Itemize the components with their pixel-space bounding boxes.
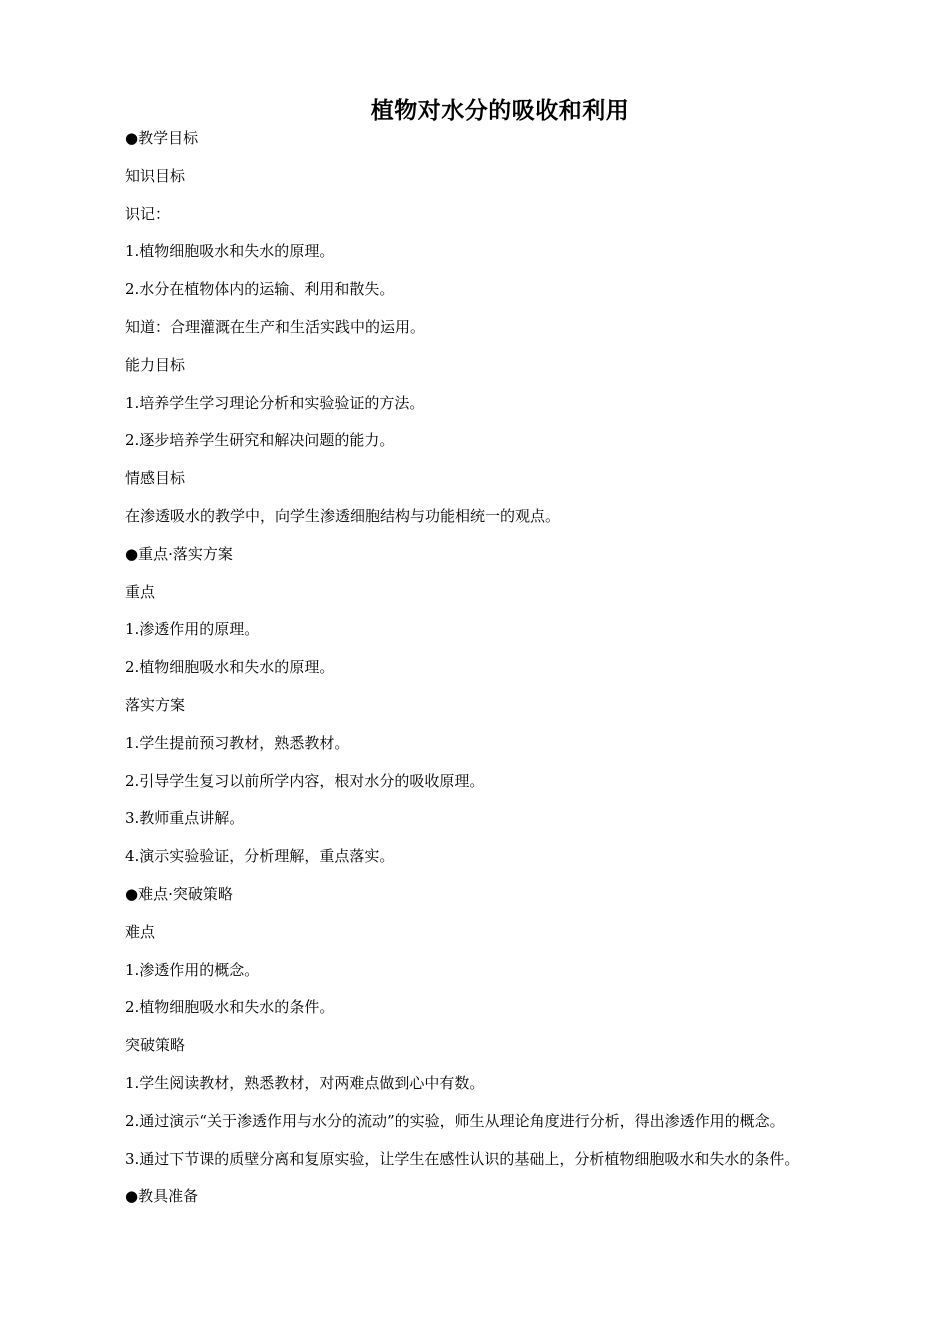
section-heading-teaching-aids: ●教具准备: [125, 1187, 199, 1206]
list-item: 2.水分在植物体内的运输、利用和散失。: [125, 280, 395, 299]
subheading-knowledge-goals: 知识目标: [125, 166, 186, 185]
list-item: 3.教师重点讲解。: [125, 809, 245, 828]
list-item: 1.渗透作用的原理。: [125, 620, 260, 639]
subheading-key-points: 重点: [125, 582, 156, 601]
paragraph: 在渗透吸水的教学中，向学生渗透细胞结构与功能相统一的观点。: [125, 506, 561, 525]
list-item: 1.培养学生学习理论分析和实验验证的方法。: [125, 393, 425, 412]
subheading-ability-goals: 能力目标: [125, 355, 186, 374]
subheading-implementation-plan: 落实方案: [125, 695, 186, 714]
list-item: 2.植物细胞吸水和失水的原理。: [125, 658, 335, 677]
subheading-difficulties: 难点: [125, 922, 156, 941]
paragraph: 知道：合理灌溉在生产和生活实践中的运用。: [125, 317, 426, 336]
list-item: 1.渗透作用的概念。: [125, 960, 260, 979]
section-heading-difficulties: ●难点·突破策略: [125, 884, 233, 903]
list-item: 1.学生提前预习教材，熟悉教材。: [125, 733, 350, 752]
section-heading-teaching-goals: ●教学目标: [125, 129, 199, 147]
document-body: [125, 128, 925, 1224]
list-item: 4.演示实验验证，分析理解，重点落实。: [125, 847, 395, 866]
list-item: 2.通过演示“关于渗透作用与水分的流动”的实验，师生从理论角度进行分析，得出渗透作用的概念。: [125, 1111, 785, 1130]
list-item: 3.通过下节课的质壁分离和复原实验，让学生在感性认识的基础上，分析植物细胞吸水和失水的条件。: [125, 1149, 800, 1168]
section-heading-key-points: ●重点·落实方案: [125, 544, 233, 563]
list-item: 2.引导学生复习以前所学内容，根对水分的吸收原理。: [125, 771, 485, 790]
list-item: 1.植物细胞吸水和失水的原理。: [125, 242, 335, 261]
list-item: 2.逐步培养学生研究和解决问题的能力。: [125, 431, 395, 450]
list-item: 1.学生阅读教材，熟悉教材，对两难点做到心中有数。: [125, 1073, 485, 1092]
list-item: 2.植物细胞吸水和失水的条件。: [125, 998, 335, 1017]
document-title: 植物对水分的吸收和利用: [370, 97, 630, 124]
subheading-breakthrough-strategy: 突破策略: [125, 1036, 186, 1055]
subheading-emotional-goals: 情感目标: [125, 469, 186, 488]
paragraph: 识记：: [125, 204, 171, 223]
